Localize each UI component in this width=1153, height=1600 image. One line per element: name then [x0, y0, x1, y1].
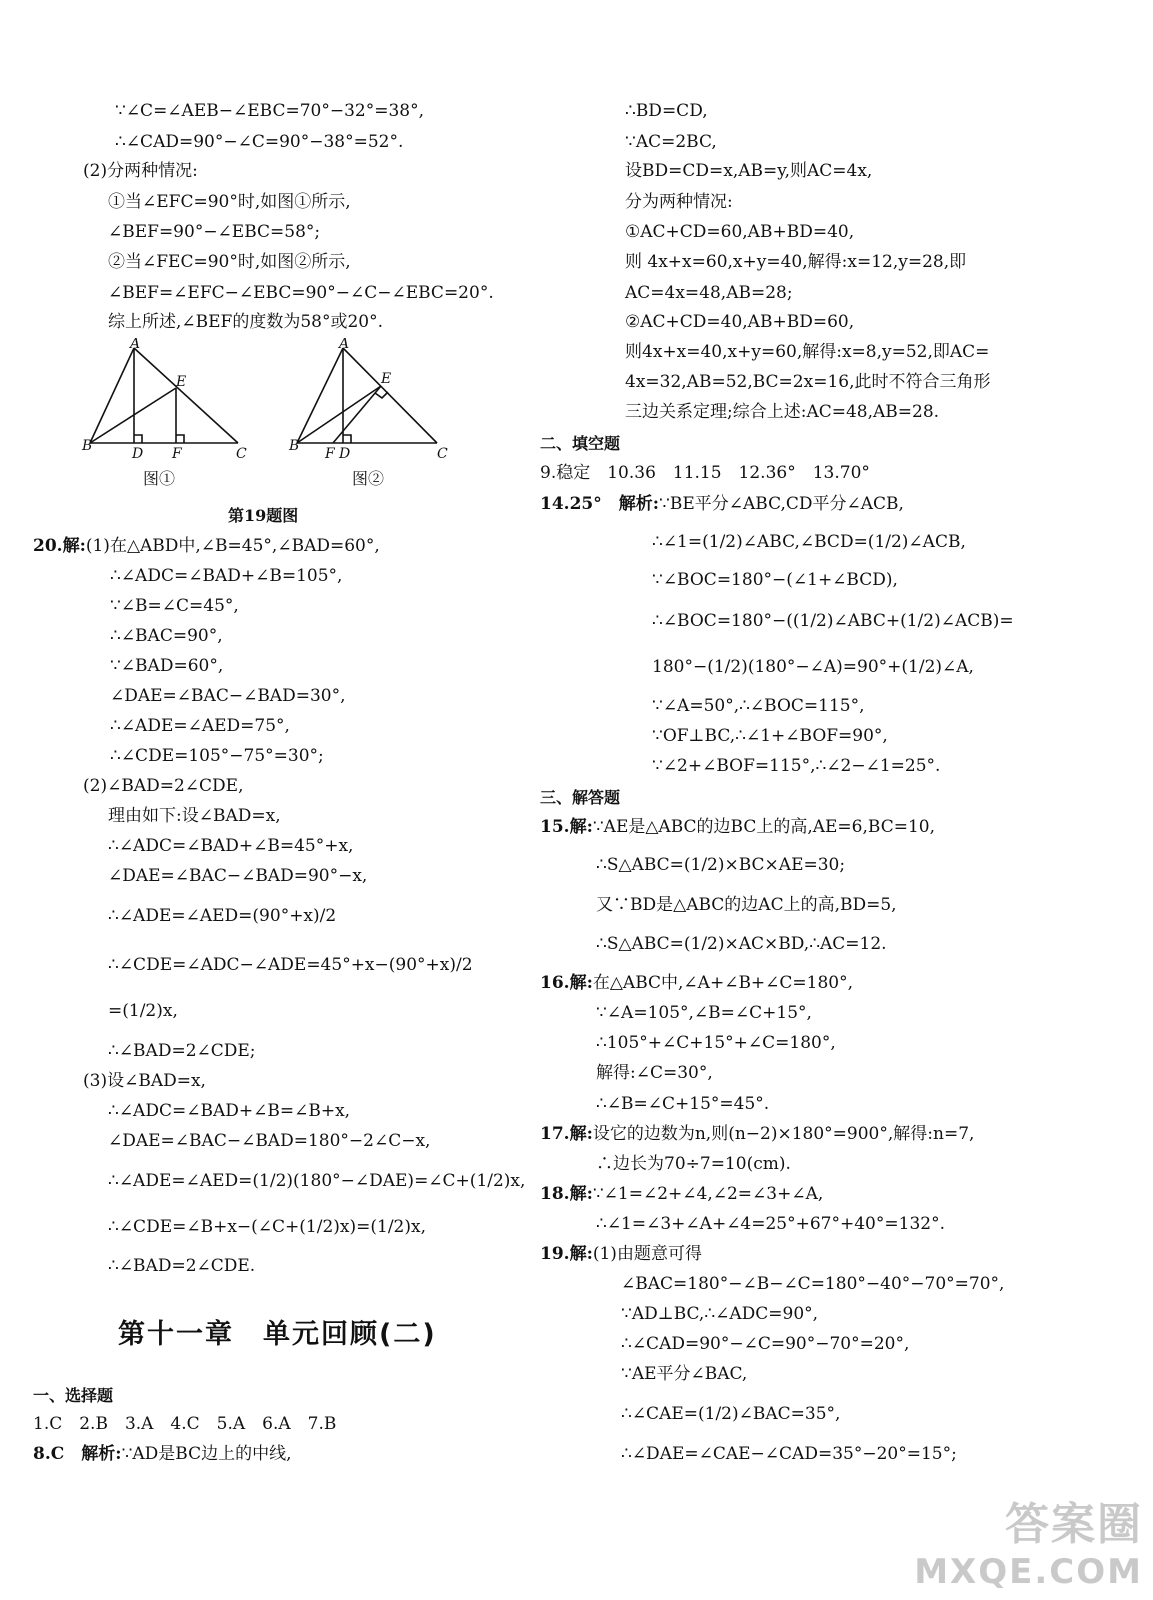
figure-title: 第19题图: [228, 506, 299, 525]
fig1-label-b: B: [82, 438, 93, 454]
text-content: (1)由题意可得: [592, 1244, 702, 1264]
text-line: ∵∠BAD=60°,: [110, 656, 224, 676]
text-line: 4x=32,AB=52,BC=2x=16,此时不符合三角形: [625, 372, 991, 392]
fig2-label-b: B: [289, 438, 300, 454]
text-line: ∴∠CDE=105°−75°=30°;: [110, 746, 324, 766]
problem-number: 17.解:: [540, 1124, 593, 1144]
text-line: ∴∠CAD=90°−∠C=90°−38°=52°.: [115, 132, 404, 152]
text-line: ∵OF⊥BC,∴∠1+∠BOF=90°,: [652, 726, 888, 746]
text-line: 又∵BD是△ABC的边AC上的高,BD=5,: [596, 895, 897, 915]
text-line: 解得:∠C=30°,: [596, 1063, 713, 1083]
text-content: 设它的边数为n,则(n−2)×180°=900°,解得:n=7,: [592, 1124, 975, 1144]
fig2-right-angle-e: [375, 392, 388, 398]
watermark-logo-text: 答案圈: [1005, 1499, 1143, 1550]
text-line: ∠BEF=90°−∠EBC=58°;: [108, 222, 321, 242]
fig2-side-ab: [297, 348, 343, 443]
text-line: ∵∠BOC=180°−(∠1+∠BCD),: [652, 570, 898, 590]
text-line: 理由如下:设∠BAD=x,: [108, 806, 281, 826]
text-line: ∴∠BOC=180°−((1/2)∠ABC+(1/2)∠ACB)=: [652, 611, 1014, 631]
text-line: ∠DAE=∠BAC−∠BAD=30°,: [110, 686, 346, 706]
text-line: 则4x+x=40,x+y=60,解得:x=8,y=52,即AC=: [625, 342, 990, 362]
fig2-label-c: C: [437, 446, 448, 462]
text-line: ∴∠BAD=2∠CDE;: [108, 1041, 256, 1061]
text-line: ∴∠ADE=∠AED=75°,: [110, 716, 290, 736]
fig2-label-d: D: [339, 446, 351, 462]
text-line: 三边关系定理;综合上述:AC=48,AB=28.: [625, 402, 940, 422]
text-line: ∵∠B=∠C=45°,: [110, 596, 239, 616]
text-content: ∵∠1=∠2+∠4,∠2=∠3+∠A,: [592, 1184, 824, 1204]
triangle-figure-1: [80, 338, 260, 468]
text-line: (2)分两种情况:: [83, 161, 198, 181]
fig2-right-angle-d: [343, 435, 351, 443]
text-line: [540, 493, 904, 515]
fig1-label-a: A: [130, 338, 141, 352]
text-line: ①AC+CD=60,AB+BD=40,: [625, 222, 855, 242]
answer-label: 14.25° 解析:: [540, 494, 660, 514]
text-line: ①当∠EFC=90°时,如图①所示,: [108, 192, 351, 212]
figure-2-caption: 图②: [352, 469, 385, 488]
problem-number: 19.解:: [540, 1244, 593, 1264]
section-heading: 三、解答题: [540, 788, 621, 807]
problem-number: 15.解:: [540, 817, 593, 837]
text-line: ∠DAE=∠BAC−∠BAD=90°−x,: [108, 866, 368, 886]
figure-1-caption: 图①: [143, 469, 176, 488]
text-line: ∴∠BAC=90°,: [110, 626, 223, 646]
text-line: ∴BD=CD,: [625, 101, 708, 121]
section-heading: 二、填空题: [540, 434, 621, 453]
text-content: ∵AD是BC边上的中线,: [121, 1444, 292, 1464]
text-line: 则 4x+x=60,x+y=40,解得:x=12,y=28,即: [625, 252, 967, 272]
text-line: 9.稳定 10.36 11.15 12.36° 13.70°: [540, 463, 870, 483]
text-line: ∠BEF=∠EFC−∠EBC=90°−∠C−∠EBC=20°.: [108, 283, 494, 303]
text-content: ∵AE是△ABC的边BC上的高,AE=6,BC=10,: [592, 817, 935, 837]
chapter-title: 第十一章 单元回顾(二): [118, 1319, 437, 1350]
fig1-label-f: F: [172, 446, 182, 462]
text-line: [540, 1243, 702, 1265]
text-line: =(1/2)x,: [108, 1001, 178, 1021]
fig2-label-e: E: [381, 371, 392, 387]
watermark: [914, 1488, 1143, 1592]
watermark-url: MXQE.COM: [914, 1552, 1143, 1592]
text-line: ∴∠ADC=∠BAD+∠B=45°+x,: [108, 836, 354, 856]
text-line: ∴∠ADE=∠AED=(90°+x)/2: [108, 906, 337, 926]
fig2-label-a: A: [339, 338, 350, 352]
text-content: ∵BE平分∠ABC,CD平分∠ACB,: [659, 494, 904, 514]
text-line: 180°−(1/2)(180°−∠A)=90°+(1/2)∠A,: [652, 657, 974, 677]
text-line: 分为两种情况:: [625, 192, 733, 212]
text-line: 设BD=CD=x,AB=y,则AC=4x,: [625, 161, 873, 181]
answer-label: 8.C 解析:: [33, 1444, 122, 1464]
text-line: ∴∠BAD=2∠CDE.: [108, 1256, 256, 1276]
text-line: 1.C 2.B 3.A 4.C 5.A 6.A 7.B: [33, 1414, 337, 1434]
text-line: ∴边长为70÷7=10(cm).: [596, 1154, 791, 1174]
text-line: ∵AC=2BC,: [625, 132, 717, 152]
section-heading: 一、选择题: [33, 1386, 114, 1405]
text-content: 在△ABC中,∠A+∠B+∠C=180°,: [592, 973, 854, 993]
fig2-side-ac: [343, 348, 437, 443]
fig1-label-d: D: [132, 446, 144, 462]
text-line: ∴∠CDE=∠B+x−(∠C+(1/2)x)=(1/2)x,: [108, 1217, 426, 1237]
text-line: ∵∠A=105°,∠B=∠C+15°,: [596, 1003, 812, 1023]
fig2-segment-be: [297, 386, 381, 443]
problem-number: 20.解:: [33, 536, 86, 556]
text-line: [540, 972, 853, 994]
text-content: (1)在△ABD中,∠B=45°,∠BAD=60°,: [85, 536, 380, 556]
text-line: [33, 535, 380, 557]
fig1-label-e: E: [176, 374, 187, 390]
text-line: [540, 816, 935, 838]
text-line: ②AC+CD=40,AB+BD=60,: [625, 312, 855, 332]
text-line: ∵AD⊥BC,∴∠ADC=90°,: [621, 1304, 819, 1324]
text-line: ∵∠C=∠AEB−∠EBC=70°−32°=38°,: [115, 101, 424, 121]
text-line: ∠DAE=∠BAC−∠BAD=180°−2∠C−x,: [108, 1131, 431, 1151]
text-line: ∴S△ABC=(1/2)×BC×AE=30;: [596, 855, 846, 875]
text-line: ∵∠2+∠BOF=115°,∴∠2−∠1=25°.: [652, 756, 941, 776]
fig1-right-angle-f: [176, 435, 184, 443]
text-line: [540, 1123, 974, 1145]
text-line: ∴∠CDE=∠ADC−∠ADE=45°+x−(90°+x)/2: [108, 955, 473, 975]
text-line: ②当∠FEC=90°时,如图②所示,: [108, 252, 351, 272]
fig1-side-ac: [134, 348, 238, 443]
text-line: ∴105°+∠C+15°+∠C=180°,: [596, 1033, 836, 1053]
problem-number: 16.解:: [540, 973, 593, 993]
text-line: [540, 1183, 823, 1205]
text-line: ∴∠CAE=(1/2)∠BAC=35°,: [621, 1404, 841, 1424]
text-line: ∴∠CAD=90°−∠C=90°−70°=20°,: [621, 1334, 910, 1354]
problem-number: 18.解:: [540, 1184, 593, 1204]
text-line: ∵AE平分∠BAC,: [621, 1364, 748, 1384]
text-line: (3)设∠BAD=x,: [83, 1071, 206, 1091]
triangle-figure-2: [285, 338, 465, 468]
fig1-right-angle-d: [134, 435, 142, 443]
text-line: AC=4x=48,AB=28;: [625, 283, 793, 303]
text-line: ∵∠A=50°,∴∠BOC=115°,: [652, 696, 865, 716]
fig2-label-f: F: [325, 446, 335, 462]
text-line: ∴∠DAE=∠CAE−∠CAD=35°−20°=15°;: [621, 1444, 957, 1464]
text-line: ∴∠ADE=∠AED=(1/2)(180°−∠DAE)=∠C+(1/2)x,: [108, 1171, 526, 1191]
fig1-label-c: C: [236, 446, 247, 462]
text-line: ∴S△ABC=(1/2)×AC×BD,∴AC=12.: [596, 934, 887, 954]
text-line: ∴∠ADC=∠BAD+∠B=∠B+x,: [108, 1101, 351, 1121]
text-line: ∴∠B=∠C+15°=45°.: [596, 1094, 770, 1114]
text-line: ∴∠1=∠3+∠A+∠4=25°+67°+40°=132°.: [596, 1214, 945, 1234]
text-line: 综上所述,∠BEF的度数为58°或20°.: [108, 312, 384, 332]
text-line: ∴∠ADC=∠BAD+∠B=105°,: [110, 566, 343, 586]
text-line: (2)∠BAD=2∠CDE,: [83, 776, 244, 796]
text-line: ∴∠1=(1/2)∠ABC,∠BCD=(1/2)∠ACB,: [652, 532, 966, 552]
text-line: ∠BAC=180°−∠B−∠C=180°−40°−70°=70°,: [621, 1274, 1005, 1294]
text-line: [33, 1443, 292, 1465]
